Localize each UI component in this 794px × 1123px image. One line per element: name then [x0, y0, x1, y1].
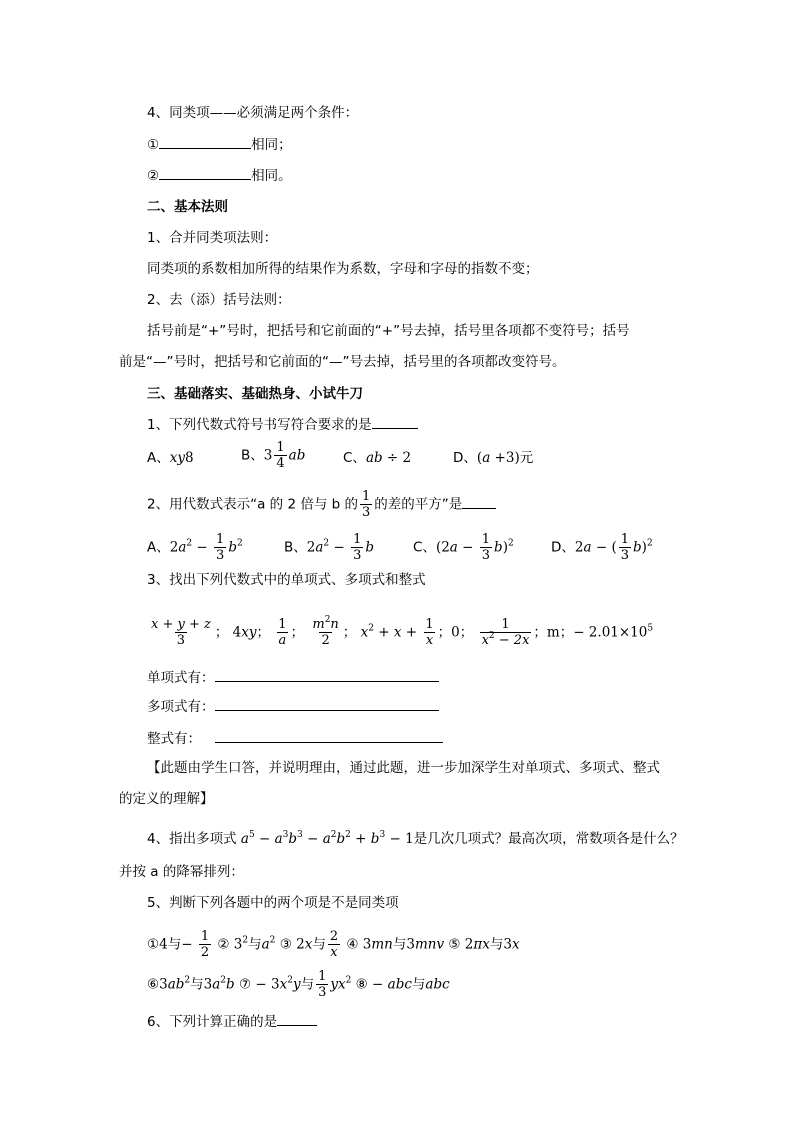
q1-option-d: D、(a +3)元 [453, 450, 534, 466]
yu-text: 与 [411, 976, 426, 993]
q4-polynomial: $a^5 - a^3b^3 - a^2b^2 + b^3 - 1$ [240, 830, 414, 847]
yu-text: 与 [300, 976, 315, 993]
q2-stem-part-a: 2、用代数式表示“a 的 2 倍与 b 的 [147, 496, 358, 513]
q3-polynomial-row [147, 696, 439, 717]
answer-blank [277, 1011, 317, 1026]
unit-text: 元 [519, 450, 534, 466]
yu-text: 与 [392, 936, 407, 953]
q4-stem-part-a: 4、指出多项式 [147, 831, 237, 847]
answer-blank [462, 494, 496, 509]
rule-1-title: 1、合并同类项法则： [147, 230, 278, 246]
answer-blank [215, 667, 439, 682]
condition-2 [147, 165, 292, 186]
q3-note-line-2: 的定义的理解】 [119, 791, 214, 807]
q3-note-line-1: 【此题由学生口答，并说明理由，通过此题，进一步加深学生对单项式、多项式、整式 [147, 760, 660, 776]
q2-option-d: D、2a − ( $\frac{1}{3}$ b)$^2$ [551, 532, 653, 563]
option-label: A、 [147, 450, 170, 466]
q5-stem: 5、判断下列各题中的两个项是不是同类项 [147, 895, 399, 911]
option-label: D、 [551, 539, 575, 556]
yu-text: 与 [167, 936, 182, 953]
q4-line-2: 并按 a 的降幂排列： [119, 864, 244, 880]
q3-monomial-row [147, 667, 439, 688]
q1-option-a: A、xy8 [147, 450, 194, 466]
q3-integral-row [147, 728, 443, 749]
circle-one-mark: ① [147, 137, 160, 153]
option-label: B、 [241, 447, 264, 464]
option-label: B、 [284, 539, 307, 556]
rule-1-text: 同类项的系数相加所得的结果作为系数，字母和字母的指数不变； [147, 261, 539, 277]
expr-3: $\frac{1}{a}$ [278, 617, 287, 648]
expr-7: $\frac{1}{x^2 - 2x}$ [481, 617, 530, 648]
q1-stem [147, 414, 418, 435]
expr-5-frac: $\frac{1}{x}$ [425, 617, 434, 648]
answer-blank [159, 165, 251, 180]
q1-stem-text: 1、下列代数式符号书写符合要求的是 [147, 417, 372, 433]
section-2-heading: 二、基本法则 [147, 199, 228, 215]
polynomial-label: 多项式有： [147, 699, 215, 715]
rule-2-line-2: 前是“—”号时，把括号和它前面的“—”号去掉，括号里的各项都改变符号。 [119, 354, 566, 370]
section-4-title: 4、同类项——必须满足两个条件： [147, 105, 359, 121]
q6-stem [147, 1011, 317, 1032]
yu-text: 与 [489, 936, 504, 953]
condition-1-tail: 相同； [251, 137, 292, 153]
q4-stem [147, 829, 684, 849]
expr-1: $\frac{x + y + z}{3}$ [151, 617, 211, 648]
option-label: A、 [147, 539, 170, 556]
integral-label: 整式有： [147, 731, 201, 747]
q5-items-row-2: $⑥3ab^2$与$3a^2b$ ⑦ − $3x^2y$与 $\frac{1}{3}$ $yx^2$ ⑧ − abc与abc [147, 969, 450, 1000]
monomial-label: 单项式有： [147, 670, 215, 686]
q4-stem-part-b: 是几次几项式？最高次项，常数项各是什么？ [413, 831, 684, 847]
q2-stem: 2、用代数式表示“a 的 2 倍与 b 的 $\frac{1}{3}$ 的差的平方”是 [147, 489, 496, 520]
q6-stem-text: 6、下列计算正确的是 [147, 1014, 278, 1030]
q5-items-row-1: ①4与− $\frac{1}{2}$ ② $3^2$与$a^2$ ③ 2x与 $\frac{2}{x}$ ④ 3mn与3mnv ⑤ 2πx与3x [147, 929, 520, 960]
option-label: C、 [413, 539, 436, 556]
q3-stem: 3、找出下列代数式中的单项式、多项式和整式 [147, 572, 426, 588]
condition-1 [147, 134, 292, 155]
rule-2-line-1: 括号前是“+”号时，把括号和它前面的“+”号去掉，括号里各项都不变符号；括号 [147, 323, 630, 339]
answer-blank [372, 414, 418, 429]
q2-option-c: C、(2a − $\frac{1}{3}$ b)$^2$ [413, 532, 514, 563]
option-label: C、 [343, 450, 366, 466]
q1-option-b: B、3 $\frac{1}{4}$ ab [241, 440, 306, 471]
rule-2-title: 2、去（添）括号法则： [147, 292, 291, 308]
section-3-heading: 三、基础落实、基础热身、小试牛刀 [147, 386, 363, 402]
q2-option-a: A、$2a^2$ − $\frac{1}{3}$ $b^2$ [147, 532, 243, 563]
q3-expressions: $\frac{x + y + z}{3}$ ； 4xy； $\frac{1}{a}$ ； $\frac{m^2n}{2}$ ； $x^2 + x$ + $\frac{1}{x}$ ；0； $\frac{1}{x^2 - 2x}$ ；m；− $2.01\times 10^5$ [151, 615, 654, 648]
yu-text: 与 [248, 936, 262, 953]
q1-option-c: C、ab ÷ 2 [343, 450, 412, 466]
answer-blank [215, 696, 439, 711]
option-label: D、 [453, 450, 477, 466]
expr-4: $\frac{m^2n}{2}$ [312, 615, 339, 648]
yu-text: 与 [312, 936, 326, 953]
condition-2-tail: 相同。 [251, 168, 292, 184]
q2-stem-part-b: 的差的平方”是 [374, 496, 463, 513]
answer-blank [159, 134, 251, 149]
circle-two-mark: ② [147, 168, 160, 184]
q2-option-b: B、$2a^2$ − $\frac{1}{3}$ b [284, 532, 374, 563]
yu-text: 与 [190, 976, 204, 993]
answer-blank [215, 728, 443, 743]
